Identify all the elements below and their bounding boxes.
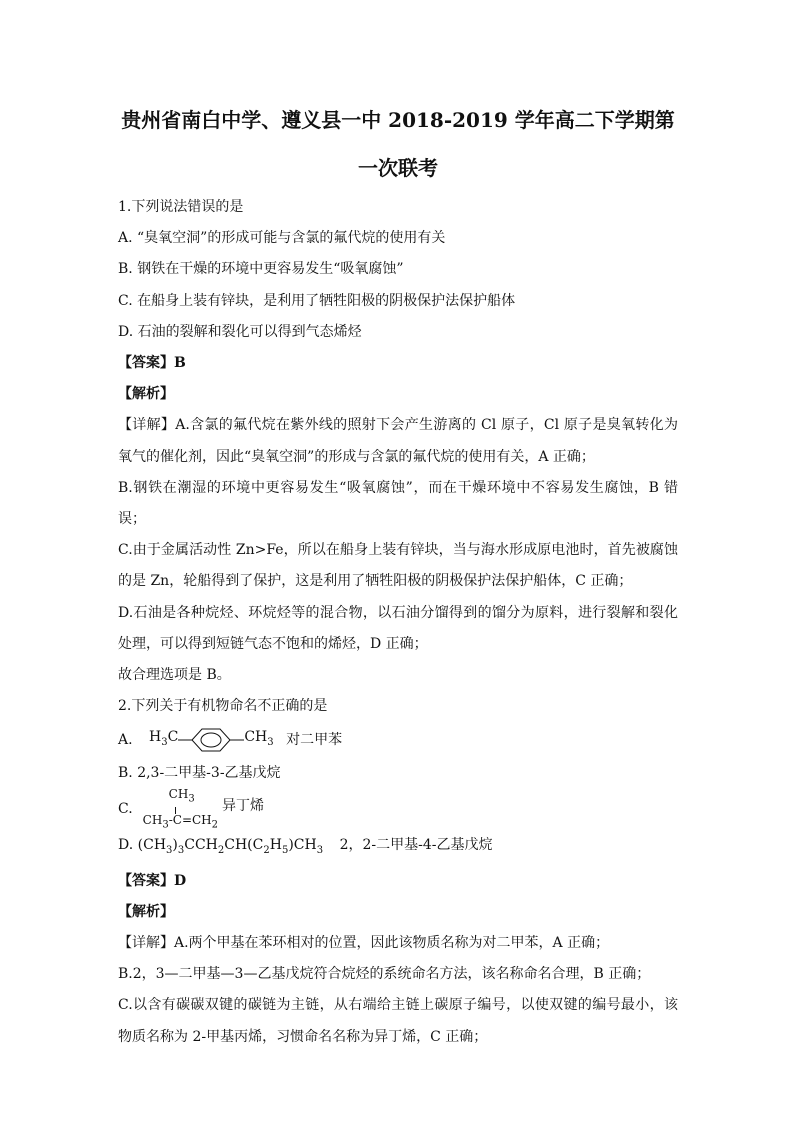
isobutene-main-chain: $CH_3-C=CH_2$: [142, 812, 219, 831]
q1-option-c: C. 在船身上装有锌块，是利用了牺牲阳极的阴极保护法保护船体: [118, 292, 516, 309]
q2-option-d: [118, 830, 678, 866]
benzene-ring-icon: [178, 726, 244, 754]
q1-detail-b: B.钢铁在潮湿的环境中更容易发生“吸氧腐蚀”，而在干燥环境中不容易发生腐蚀，B 错误；: [118, 479, 678, 528]
title-line-1: 贵州省南白中学、遵义县一中 2018-2019 学年高二下学期第: [121, 108, 675, 132]
q2-analysis-heading: 【解析】: [118, 903, 174, 920]
q2-detail-b: B.2，3—二甲基—3—乙基戊烷符合烷烃的系统命名方法，该名称命名合理，B 正确；: [118, 966, 651, 983]
q1-option-d: D. 石油的裂解和裂化可以得到气态烯烃: [118, 323, 362, 340]
q2-detail-c: C.以含有碳碳双键的碳链为主链，从右端给主链上碳原子编号，以使双键的编号最小，该物质名称为 2-甲基丙烯，习惯命名名称为异丁烯，C 正确；: [118, 997, 678, 1045]
q2-option-a-label: A.: [118, 732, 133, 749]
q2-option-c: [118, 787, 678, 831]
structure-right-group: $CH_3$: [244, 729, 274, 749]
q1-detail-d: D.石油是各种烷烃、环烷烃等的混合物，以石油分馏得到的馏分为原料，进行裂解和裂化处理，可以得到短链气态不饱和的烯烃，D 正确；: [118, 604, 678, 652]
q2-option-d-name: 2，2-二甲基-4-乙基戊烷: [339, 836, 493, 853]
title-line-2: 一次联考: [358, 156, 438, 180]
q1-conclusion: 故合理选项是 B。: [118, 667, 231, 684]
q2-option-a: [118, 722, 678, 758]
q2-detail-a: 【详解】A.两个甲基在苯环相对的位置，因此该物质名称为对二甲苯，A 正确；: [118, 935, 610, 952]
isobutene-structure: [143, 787, 218, 832]
q2-option-b: B. 2,3-二甲基-3-乙基戊烷: [118, 765, 281, 782]
q1-detail-a: 【详解】A.含氯的氟代烷在紫外线的照射下会产生游离的 Cl 原子，Cl 原子是臭氧转化为氧气的催化剂，因此“臭氧空洞”的形成与含氯的氟代烷的使用有关，A 正确；: [118, 417, 678, 465]
page-title: [118, 96, 678, 192]
structure-left-group: $H_3C$: [149, 729, 179, 749]
q1-stem: 1.下列说法错误的是: [118, 199, 244, 215]
q1-option-a: A. “臭氧空洞”的形成可能与含氯的氟代烷的使用有关: [118, 230, 446, 247]
document-page: [118, 96, 678, 1053]
q1-analysis-heading: 【解析】: [118, 386, 174, 403]
q2-option-d-formula: D. $(CH_3)_3CCH_2CH(C_2H_5)CH_3$: [118, 836, 324, 856]
q2-option-c-label: C.: [118, 801, 133, 818]
q2-option-a-name: 对二甲苯: [286, 732, 343, 749]
q1-answer: 【答案】B: [118, 355, 186, 372]
q2-option-c-name: 异丁烯: [222, 798, 265, 815]
q1-detail-c: C.由于金属活动性 Zn>Fe，所以在船身上装有锌块，当与海水形成原电池时，首先被腐蚀的是 Zn，轮船得到了保护，这是利用了牺牲阳极的阴极保护法保护船体，C 正确；: [118, 542, 678, 590]
q2-stem: 2.下列关于有机物命名不正确的是: [118, 698, 328, 715]
para-xylene-structure: [137, 722, 274, 758]
q1-option-b: B. 钢铁在干燥的环境中更容易发生“吸氧腐蚀”: [118, 261, 404, 278]
q2-answer: 【答案】D: [118, 872, 187, 889]
isobutene-methyl-branch: $CH_3$: [168, 787, 195, 805]
